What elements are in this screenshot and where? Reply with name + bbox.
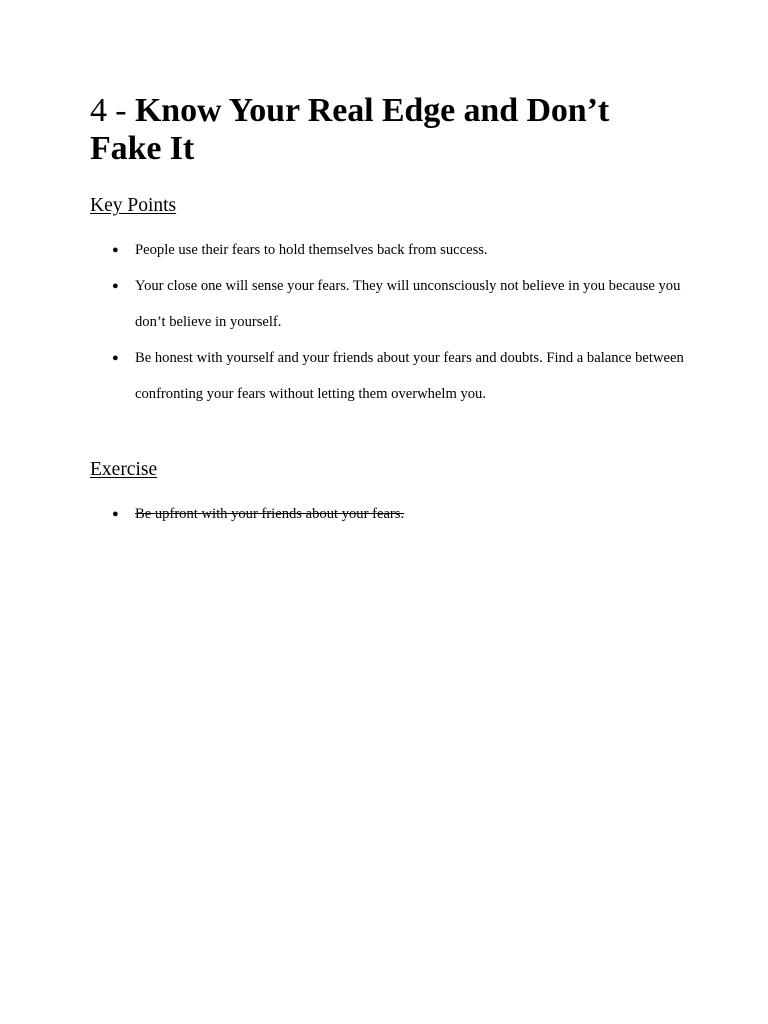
exercise-item-text: Be upfront with your friends about your fears. [135,506,405,522]
document-page [90,92,686,532]
bullet-icon: ● [112,280,119,292]
bullet-icon: ● [112,352,119,364]
key-points-list [90,232,686,412]
list-item-text: People use their fears to hold themselves back from success. [135,242,488,258]
title-text: Know Your Real Edge and Don’t Fake It [90,92,610,167]
list-item [90,496,686,532]
document-title [90,92,686,168]
list-item-text: Be honest with yourself and your friends about your fears and doubts. Find a balance between confronting your fears without letting them overwhelm you. [135,350,684,402]
exercise-heading: Exercise [90,459,158,480]
key-points-heading: Key Points [90,195,177,216]
list-item [90,340,686,412]
list-item [90,232,686,268]
title-number: 4 - [90,92,127,129]
list-item-text: Your close one will sense your fears. They will unconsciously not believe in you because you don’t believe in yourself. [135,278,681,330]
bullet-icon: ● [112,508,119,520]
bullet-icon: ● [112,244,119,256]
list-item [90,268,686,340]
exercise-list [90,496,686,532]
